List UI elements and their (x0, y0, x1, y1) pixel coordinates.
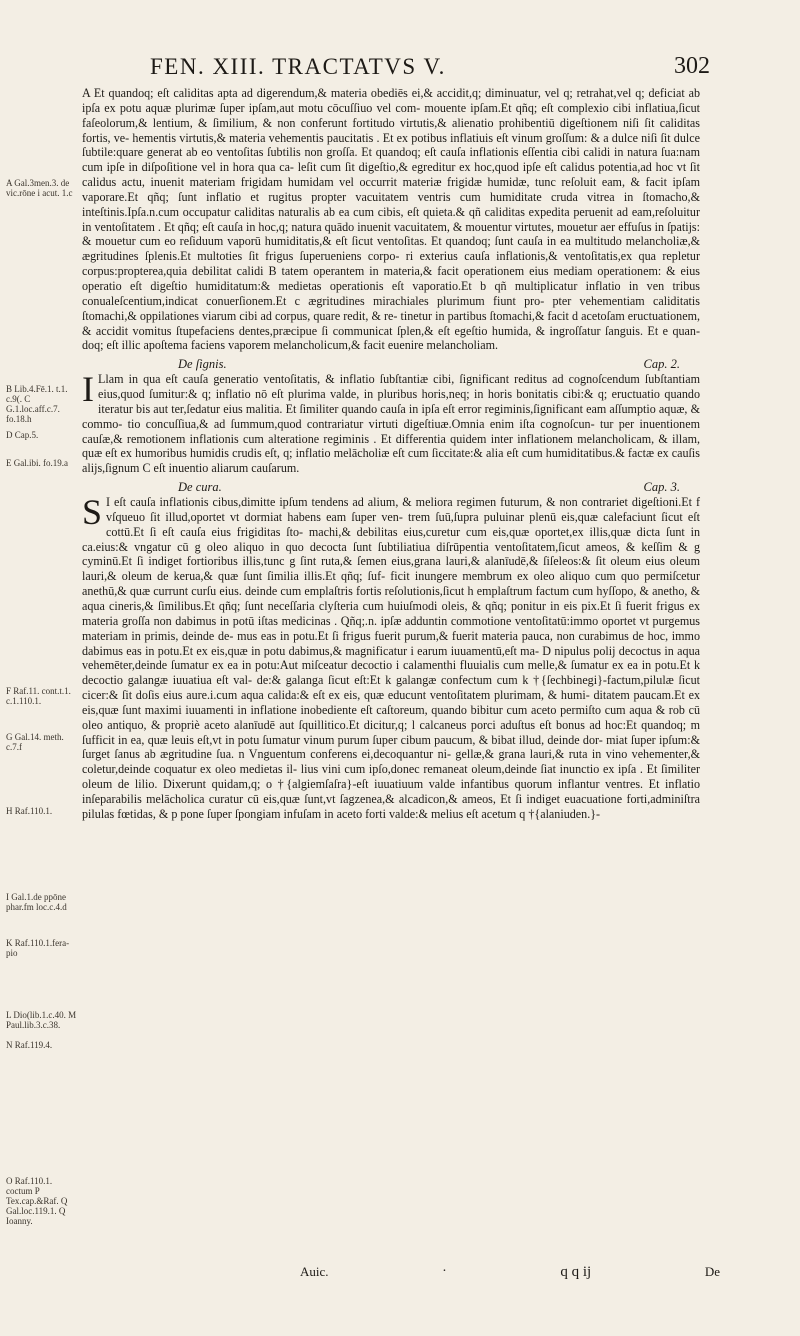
initial-letter-s: S (82, 492, 103, 533)
section-heading-signs (82, 356, 700, 372)
margin-note-f: F Raf.11. cont.t.1. c.1.110.1. (6, 686, 71, 706)
section-title-cure: De cura. (178, 480, 222, 495)
margin-note-b: B Lib.4.Fē.1. t.1. c.9(. C G.1.loc.aff.c.7. fo.18.h (6, 384, 68, 424)
paragraph-cure-text: I eſt cauſa inflationis cibus,dimitte ipſum tendens ad alium, & meliora regimen futurum, & non contrariet digeſtioni.Et f vſqueuo ſit illud,oportet vt dormiat habens eam ſuper ven- trem ſuū,ſupra puluinar plenū eis,quæ calefaciunt ſicut eſt cottū.Et ſi eſt cauſa eius frigiditas ſto- machi,& debilitas eius,curetur cum eis,quæ oportet,ex illis,quæ dicta ſunt in ca.eius:& vngatur cū g oleo aliquo in quo decocta ſunt ſubtiliatiua diſrūpentia ventoſitatem,ſicut ameos, & keſſim & g cyminū.Et ſi indiget fortioribus illis,tunc g ſint ruta,& ſemen eius,grana lauri,& alanīudē,& ſiſeleos:& ſit oleum eius oleum lauri,& oleum de kerua,& quæ ſunt ſimilia illis.Et qñq; ſuf- ficit inungere membrum ex oleo aliquo cum quo permiſcetur anethū,& quæ currunt curſu eius. deinde cum emplaſtris fortis reſolutionis,ſicut h emplaſtrum factum cum hyſſopo, & anetho, & aqua cineris,& ſimilibus.Et qñq; ſunt neceſſaria clyſteria cum huiuſmodi oleis, & qñq; ponitur in eis pix.Et ſi fuerit frigus ex materia groſſa non dabimus in potū iſtas medicinas . Qñq;.n. ipſæ adduntin commotione ventoſitatū:immo oportet vt purgemus materiam in primis, deinde de- mus eas in potu.Et ſi frigus fuerit purum,& fuerit materia pauca, non curabimus de hoc, immo dabimus eas in potu.Et ex eis,quæ in potu dabimus,& magnificatur i earum iuuamentū,eſt ma- D nipulus polij decoctus in aqua vehemēter,deinde ſumatur ex ea in potu:Aut miſceatur decoctio i calamenthi fluuialis cum melle,& ſumatur ex ea in potu.Et k decoctio galangæ iuuatiua eſt val- de:& galanga ſicut eſt:Et k galangæ confectum cum k †{ſechbinegi}-factum,pilulæ ſicut cicer:& ſit doſis eius aure.i.cum aqua calida:& eſt ex eis, quæ educunt ventoſitatem plurimam, & humi- ditatem paucam.Et ex eis,quæ ſunt maximi iuuamenti in inflatione inobediente eſt caſtoreum, quando bibitur cum aceto permiſto cum aqua & rob cū oleo antiquo, & propriè aceto alanīudē aut ſquillitico.Et dicitur,q; l calcaneus porci aduſtus eſt bonus ad hoc:Et quandoq; m ſufficit in ea, quæ leuis eſt,vt in potu ſumatur vinum purum ſuper cibum paucum, & bibat illud, deinde dor- miat ſuper ipſum:& ſurget ſanus ab ægritudine ſua. n Vnguentum conferens ei,decoquantur ni- gellæ,& grana lauri,& ruta in vino vehementer,& coletur,deinde coquatur ex oleo medietas il- lius vini cum ipſo,donec remaneat oleum,deinde ſiat inunctio ex ipſa . Et ſimiliter oleum de lilio. Dixerunt quidam,q; o †{algiemſaſra}-eſt iuuatiuum valde infantibus quorum inflantur ventres. Et inflatio inſeparabilis melācholica curatur cū eis,quæ ſunt,vt ſagzenea,& alcadicon,& ameos, Et ſi indiget euacuatione forti,adminiſtra pilulas fœtidas, & p pone ſuper ſpongiam infuſam in aceto forti valde:& melius eſt acetum q †{alaniuden.}- (82, 495, 700, 821)
margin-note-i: I Gal.1.de ppōne phar.fm loc.c.4.d (6, 892, 67, 912)
main-text (82, 86, 700, 822)
margin-note-g: G Gal.14. meth. c.7.f (6, 732, 64, 752)
running-title: FEN. XIII. TRACTATVS V. (150, 54, 446, 79)
margin-note-k: K Raf.110.1.fera-pio (6, 938, 70, 958)
paragraph-signs-text: Llam in qua eſt cauſa generatio ventoſitatis, & inflatio ſubſtantiæ cibi, ſignificant reditus ad cognoſcendum ſubſtantiam eius,quod ſumitur:& q; inflatio nō eſt plurima valde, in pluribus horis,neq; in horis bonitatis cibi:& q; eructuatio quando iteratur bis aut ter,ſedatur eius malitia. Et ſimiliter quando cauſa in ipſa eſt error regiminis,ſignificant eam aſſumptio aquæ, & commo- tio concuſſiua,& ad ſummum,quod contrariatur virtuti digeſtiuæ.Omnia enim iſta cognoſcun- tur per inuentionem cauſæ,& remotionem inflationis cum alteratione regiminis . Et differentia quidem inter inflationem melancholicam, & illam, quæ eſt ex humoribus humidis crudis eſt, q; inflatio melācholiæ eſt cum ſiccitate:& alia eſt cum humiditatibus.& factæ ex cauſis alijs,ſignum C eſt inuentio aliarum cauſarum. (82, 372, 700, 476)
margin-note-h: H Raf.110.1. (6, 806, 53, 816)
section-heading-cure (82, 479, 700, 495)
chapter-label-3: Cap. 3. (643, 480, 680, 495)
margin-note-a: A Gal.3men.3. de vic.rōne i acut. 1.c (6, 178, 73, 198)
footer-dot: · (442, 1264, 447, 1279)
margin-notes (6, 0, 78, 1336)
margin-note-d: D Cap.5. (6, 430, 39, 440)
paragraph-cure (82, 492, 700, 822)
margin-note-o: O Raf.110.1. coctum P Tex.cap.&Raf. Q Gal.loc.119.1. Q Ioanny. (6, 1176, 68, 1226)
margin-note-n: N Raf.119.4. (6, 1040, 53, 1050)
paragraph-causes: A Et quandoq; eſt caliditas apta ad digerendum,& materia obediēs ei,& accidit,q; diminuatur, vel q; retrahat,vel q; deficiat ab ipſa ex potu aquæ plurimæ ſuper ipſam,aut motu cōcuſſiuo vel com- mouente ipſam.Et qñq; eſt complexio cibi inflatiua,ſicut faſeolorum,& lentium, & ſimilium, & non conferunt fortitudo virtutis,& alienatio prohibentiū digeſtionem niſi ſit caliditas fortis, ve- hementis virtutis,& materia vehementis paucitatis . Et ex potibus inflatiuis eſt vinum groſſum: & a dulce niſi ſit dulce ſubtile:quare generat ab eo ventoſitas ſubtilis non groſſa. Et quandoq; eſt cauſa inflationis eſſentia cibi calidi in natura ſua:nam cum ipſe in diſpoſitione vel in hora qua ca- leſit cum ſit digeſtio,& egreditur ex hoc,quod ipſe eſt calidus potentia,ad hoc vt ſit calidus actu, inuenit materiam frigidam humidam vel occurrit materiæ frigidæ humidæ, tunc reſoluit eam, & facit ipſam vaporare.Et qñq; ſunt inflatio et rugitus propter vacuitatem ventris cum humiditate cruda vitrea in ſtomacho,& inteſtinis.Ipſa.n.cum occupatur caliditas naturalis ab ea cum cibis, eſt quieta.& qñ caliditas expedita peruenit ad eam,reſoluitur in ventoſitatem . Et qñq; eſt cauſa in hoc,q; natura quādo inuenit vacuitatem, & mouentur virtutes, mouetur aer effuſus in ſpatijs: & mouetur cum eo reſiduum vaporū humiditatis,& eſt ſicut ventoſitas. Et quandoq; ſunt cauſa in ea multitudo melancholiæ,& ægritudines ſplenis.Et multoties ſit frigus ſuperueniens corpo- ri exterius cauſa inflationis,& ventoſitatis,ex qua repletur corpus:propterea,quia debilitat calidi B tatem operantem in materia,& facit operationem eius mediam operationem: & eius operatio eſt digeſtio humiditatum:& medietas operationis eſt vaporatio.Et b qñ multiplicatur inflatio in ven tribus conualeſcentium,indicat conuerſionem.Et c ægritudines mirachiales plurimum fiunt pro- pter vehementiam caliditatis ſtomachi,& oppilationes viarum cibi ad corpus, quare redit, & re- tinetur in partibus ſtomachi,& facit d acetoſam eructuationem, & accidit vomitus ſtupefaciens dentes,præcipue ſi communicat ſplen,& eſt egeſtio humida, & ingroſſatur ſanguis. Et e quan- doq; eſt illic apoſtema faciens vaporem melancholicum,& facit euenire melancholiam. (82, 86, 700, 353)
signature-mark: q q ij (560, 1263, 592, 1280)
paragraph-signs (82, 369, 700, 476)
page-footer (300, 1262, 720, 1282)
margin-note-e: E Gal.ibi. fo.19.a (6, 458, 68, 468)
section-title-signs: De ſignis. (178, 357, 227, 372)
catchword-left: Auic. (300, 1264, 329, 1279)
catchword-right: De (704, 1264, 720, 1279)
margin-note-l: L Dio(lib.1.c.40. M Paul.lib.3.c.38. (6, 1010, 77, 1030)
initial-letter-i: I (82, 369, 94, 410)
chapter-label-2: Cap. 2. (643, 357, 680, 372)
page-number: 302 (674, 53, 710, 79)
running-header (150, 52, 710, 80)
